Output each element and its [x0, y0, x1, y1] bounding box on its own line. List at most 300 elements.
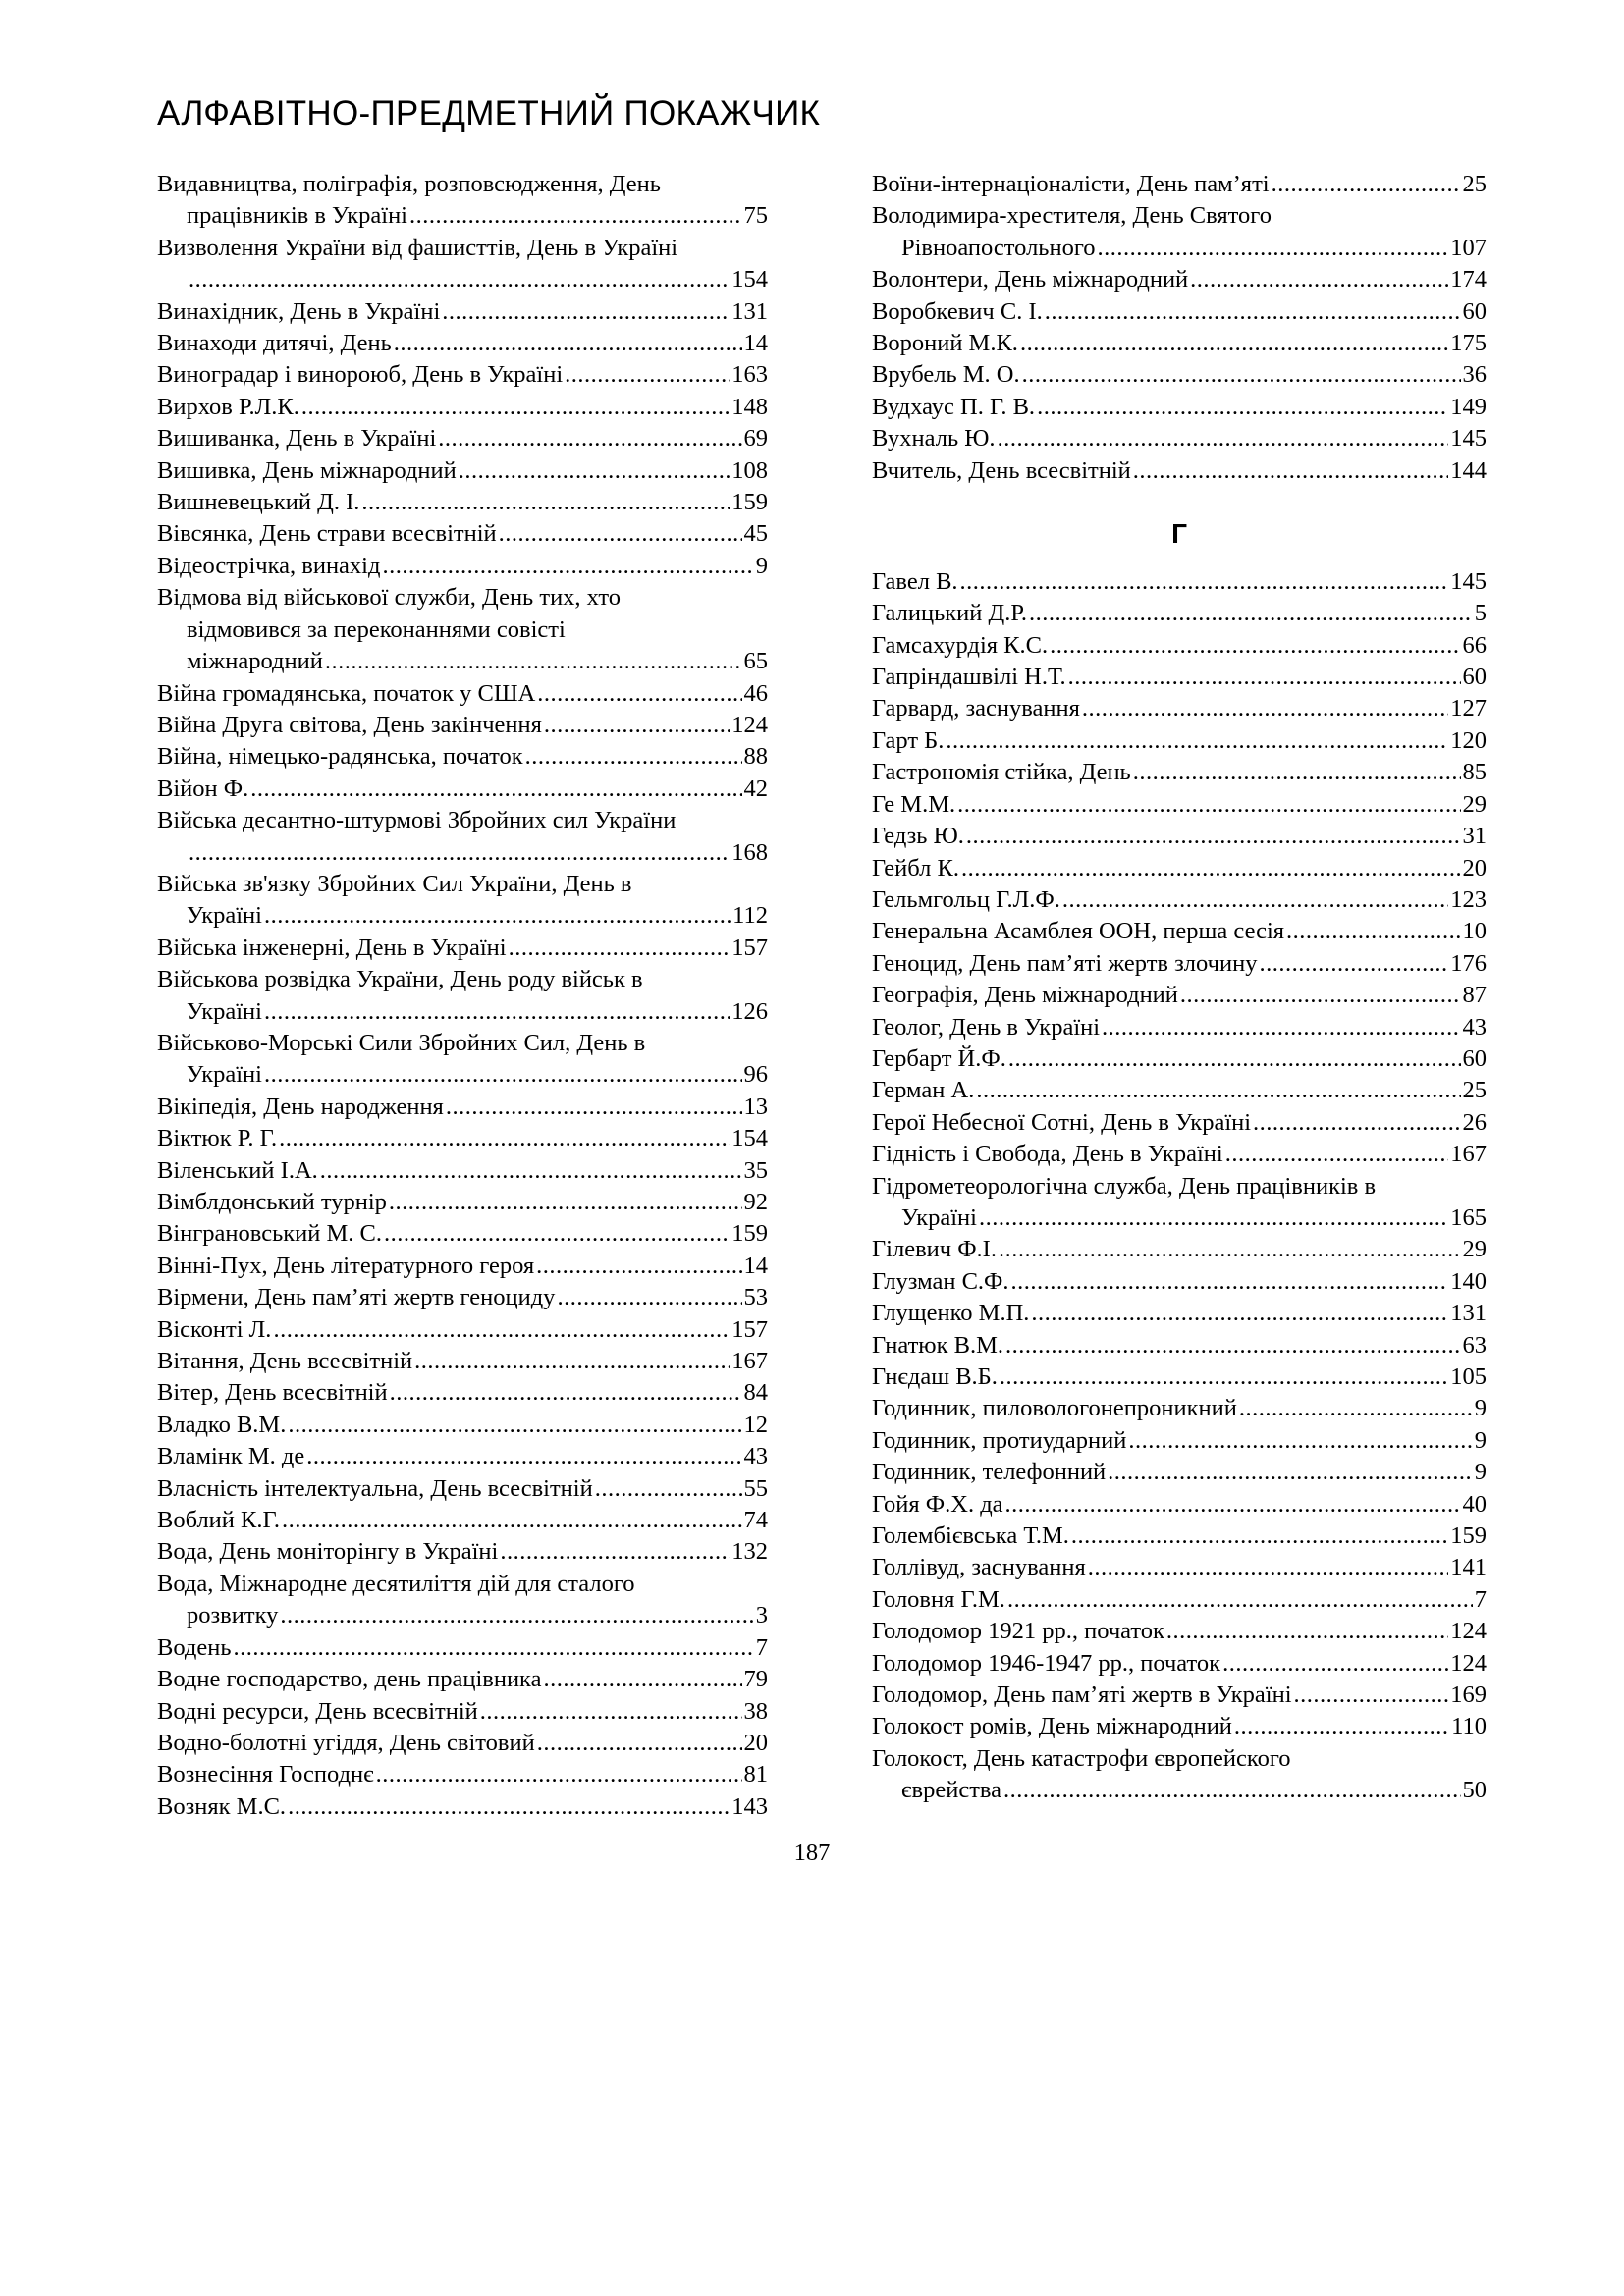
index-entry-row [872, 1425, 1487, 1457]
index-entry-term: Рівноапостольного [901, 234, 1096, 261]
dot-leader [1253, 1107, 1460, 1139]
index-entry [157, 582, 768, 677]
dot-leader [557, 1282, 741, 1313]
index-entry-page: 40 [1462, 1490, 1487, 1518]
index-entry-term: Винаходи дитячі, День [157, 330, 392, 357]
index-entry [157, 1346, 768, 1377]
index-entry-row [157, 646, 768, 677]
index-entry-term: Возняк М.С. [157, 1792, 287, 1820]
index-entry-page: 120 [1450, 726, 1487, 754]
index-entry-row [872, 662, 1487, 693]
index-entry-page: 29 [1462, 790, 1487, 818]
index-entry-row [872, 566, 1487, 598]
index-entry [157, 1251, 768, 1282]
index-entry-page: 20 [1462, 854, 1487, 881]
dot-leader [976, 1075, 1460, 1106]
index-entry-page: 9 [1474, 1395, 1487, 1422]
index-entry [872, 1266, 1487, 1298]
index-entry [872, 662, 1487, 693]
index-entry-row [157, 1791, 768, 1823]
index-entry-text: Видавництва, поліграфія, розповсюдження, День [157, 171, 661, 197]
index-entry [157, 328, 768, 359]
dot-leader [961, 853, 1461, 884]
index-entry-page: 42 [743, 774, 768, 802]
dot-leader [264, 1059, 742, 1091]
index-entry [157, 1187, 768, 1218]
index-entry [157, 1282, 768, 1313]
dot-leader [279, 1123, 730, 1154]
index-entry-term: Віленський І.А. [157, 1156, 318, 1184]
index-entry-row [157, 1377, 768, 1409]
index-entry-page: 108 [731, 456, 768, 484]
index-entry-page: 143 [731, 1792, 768, 1820]
index-entry-row [157, 933, 768, 964]
index-entry [872, 693, 1487, 724]
index-entry-page: 126 [731, 997, 768, 1025]
index-entry [157, 1314, 768, 1346]
index-entry-page: 131 [731, 297, 768, 325]
index-entry-term: Вудхаус П. Г. В. [872, 393, 1036, 420]
dot-leader [384, 1218, 730, 1250]
index-entry-page: 55 [743, 1474, 768, 1502]
index-entry-row [157, 678, 768, 710]
index-entry-row [872, 423, 1487, 454]
index-entry-row [157, 392, 768, 423]
index-entry-term: Воблий К.Г. [157, 1507, 281, 1534]
index-entry-row [157, 264, 768, 295]
index-entry-page: 46 [743, 679, 768, 707]
index-entry-text: Голокост, День катастрофи європейского [872, 1744, 1291, 1772]
index-entry-page: 3 [755, 1602, 768, 1629]
index-entry [157, 1441, 768, 1472]
page-title: АЛФАВІТНО-ПРЕДМЕТНИЙ ПОКАЖЧИК [157, 94, 821, 133]
index-entry [157, 487, 768, 518]
dot-leader [409, 200, 742, 232]
index-entry-term: Гейбл К. [872, 854, 959, 881]
index-entry [157, 1569, 768, 1632]
index-entry-term: Війон Ф. [157, 774, 249, 802]
index-entry-term: Герман А. [872, 1077, 975, 1104]
index-entry-text: Вода, Міжнародне десятиліття дій для сталого [157, 1570, 635, 1597]
index-entry-page: 79 [743, 1666, 768, 1693]
index-entry-page: 43 [1462, 1013, 1487, 1041]
index-entry [872, 1711, 1487, 1742]
index-entry-term: Геноцид, День пам’яті жертв злочину [872, 949, 1258, 977]
index-entry-row [157, 1473, 768, 1505]
index-entry-row [157, 1441, 768, 1472]
index-entry-page: 107 [1450, 234, 1487, 261]
dot-leader [1234, 1711, 1449, 1742]
index-entry-text: Відмова від військової служби, День тих, хто [157, 584, 621, 612]
index-entry-row [872, 1457, 1487, 1488]
index-entry [157, 1536, 768, 1568]
index-entry-term: Гавел В. [872, 567, 958, 595]
index-entry-row [157, 1505, 768, 1536]
dot-leader [1020, 328, 1448, 359]
dot-leader [1133, 757, 1461, 788]
dot-leader [499, 518, 742, 550]
index-entry-term: Вівсянка, День страви всесвітній [157, 520, 497, 548]
index-entry [872, 1234, 1487, 1265]
index-entry-page: 13 [743, 1093, 768, 1120]
index-entry-text: відмовився за переконаннями совісті [187, 615, 566, 643]
index-entry-page: 10 [1462, 918, 1487, 945]
dot-leader [1180, 980, 1461, 1011]
index-entry-row [157, 774, 768, 805]
dot-leader [1068, 662, 1461, 693]
index-entry-row [872, 916, 1487, 947]
dot-leader [264, 996, 730, 1028]
index-entry-row [872, 1711, 1487, 1742]
dot-leader [1294, 1680, 1449, 1711]
index-entry-row [872, 1075, 1487, 1106]
dot-leader [234, 1632, 754, 1664]
index-entry-term: Гельмгольц Г.Л.Ф. [872, 885, 1060, 913]
index-entry-page: 60 [1462, 664, 1487, 691]
index-entry-text: Військово-Морські Сили Збройних Сил, День в [157, 1029, 646, 1056]
index-entry [872, 1139, 1487, 1170]
index-entry-term: Війська інженерні, День в Україні [157, 934, 507, 961]
index-entry [157, 1505, 768, 1536]
index-entry-term: Годинник, телефонний [872, 1459, 1107, 1486]
dot-leader [325, 646, 742, 677]
index-entry-row [872, 853, 1487, 884]
index-entry-term: Війна громадянська, початок у США [157, 679, 536, 707]
index-entry-term: Війна, німецько-радянська, початок [157, 743, 523, 771]
index-entry-page: 110 [1451, 1713, 1487, 1740]
dot-leader [1225, 1139, 1449, 1170]
index-entry-term: працівників в Україні [187, 202, 407, 230]
index-entry [872, 1043, 1487, 1075]
index-entry-page: 157 [731, 934, 768, 961]
dot-leader [1128, 1425, 1472, 1457]
index-entry-text: Визволення України від фашисттів, День в Україні [157, 234, 678, 261]
index-entry-term: Владко В.М. [157, 1411, 287, 1438]
index-entry-page: 131 [1450, 1300, 1487, 1327]
dot-leader [1022, 359, 1461, 391]
index-entry-page: 159 [1450, 1522, 1487, 1550]
index-entry-term: Вишивка, День міжнародний [157, 456, 457, 484]
dot-leader [1005, 1330, 1461, 1362]
dot-leader [1102, 1012, 1460, 1043]
index-entry-term: Вірмени, День пам’яті жертв геноциду [157, 1284, 556, 1311]
index-entry [157, 1632, 768, 1664]
index-entry-page: 145 [1450, 425, 1487, 453]
index-entry-row [157, 1346, 768, 1377]
index-entry-term: Виноградар і винороюб, День в Україні [157, 361, 564, 389]
index-entry-term: Глущенко М.П. [872, 1300, 1030, 1327]
index-entry [157, 1473, 768, 1505]
index-entry-page: 123 [1450, 885, 1487, 913]
dot-leader [459, 455, 730, 487]
dot-leader [189, 837, 730, 869]
index-entry-text: Гідрометеорологічна служба, День працівників в [872, 1172, 1377, 1200]
index-entry-term: Вирхов Р.Л.К. [157, 393, 299, 420]
index-entry-page: 45 [743, 520, 768, 548]
dot-leader [446, 1092, 742, 1123]
index-entry [157, 455, 768, 487]
index-entry [157, 518, 768, 550]
index-entry [872, 789, 1487, 821]
index-entry [872, 980, 1487, 1011]
index-entry-row [157, 1728, 768, 1759]
index-entry [872, 1171, 1487, 1235]
dot-leader [1000, 1362, 1448, 1393]
index-entry [872, 1107, 1487, 1139]
index-entry-page: 174 [1450, 266, 1487, 294]
index-entry-term: Гілевич Ф.І. [872, 1236, 997, 1263]
index-entry [157, 678, 768, 710]
index-entry-row [872, 1234, 1487, 1265]
dot-leader [1045, 296, 1461, 328]
dot-leader [946, 725, 1448, 757]
index-entry-row [157, 1632, 768, 1664]
index-entry-row [872, 264, 1487, 295]
index-entry-term: Вишиванка, День в Україні [157, 425, 437, 453]
index-entry [157, 1759, 768, 1790]
dot-leader [1239, 1393, 1473, 1424]
index-entry-term: Гамсахурдія К.С. [872, 631, 1049, 659]
dot-leader [320, 1155, 742, 1187]
index-entry-row [872, 455, 1487, 487]
index-entry-page: 38 [743, 1697, 768, 1725]
index-entry-term: Годинник, пиловологонепроникний [872, 1395, 1237, 1422]
index-entry-row [872, 1648, 1487, 1680]
index-entry [872, 200, 1487, 264]
index-entry [872, 884, 1487, 916]
index-entry-term: Голлівуд, заснування [872, 1554, 1086, 1581]
index-entry [872, 1298, 1487, 1329]
index-entry-term: Голодомор 1946-1947 рр., початок [872, 1649, 1221, 1677]
index-entry-page: 43 [743, 1443, 768, 1470]
index-entry-row [157, 1759, 768, 1790]
dot-leader [264, 900, 731, 932]
index-entry [157, 233, 768, 296]
dot-leader [1037, 392, 1448, 423]
index-entry [872, 264, 1487, 295]
index-entry-page: 9 [755, 552, 768, 579]
index-entry-row [157, 455, 768, 487]
dot-leader [543, 1664, 741, 1695]
index-entry-row [872, 1521, 1487, 1552]
index-entry-term: Воробкевич С. І. [872, 297, 1043, 325]
index-entry-row [872, 1043, 1487, 1075]
index-entry [157, 392, 768, 423]
index-entry-row [872, 1139, 1487, 1170]
index-entry-term: Вітання, День всесвітній [157, 1348, 413, 1375]
index-entry-term: Вишневецький Д. І. [157, 489, 360, 516]
index-entry-page: 53 [743, 1284, 768, 1311]
index-entry-page: 124 [1450, 1618, 1487, 1645]
dot-leader [1050, 630, 1460, 662]
index-entry-term: Герої Небесної Сотні, День в Україні [872, 1108, 1252, 1136]
index-entry-row [157, 1059, 768, 1091]
index-entry-row [157, 1251, 768, 1282]
index-entry-row [157, 518, 768, 550]
index-entry [872, 1012, 1487, 1043]
index-entry [157, 1092, 768, 1123]
index-entry [157, 933, 768, 964]
index-entry [872, 1330, 1487, 1362]
index-entry-page: 25 [1462, 1077, 1487, 1104]
index-entry [872, 916, 1487, 947]
index-entry-term: Війна Друга світова, День закінчення [157, 711, 542, 738]
index-entry-row [872, 359, 1487, 391]
dot-leader [288, 1791, 730, 1823]
index-entry-row [872, 693, 1487, 724]
index-entry-row [872, 821, 1487, 852]
index-entry-row [872, 1489, 1487, 1521]
index-entry [157, 869, 768, 933]
index-entry-page: 168 [731, 838, 768, 866]
index-section-v [872, 169, 1487, 487]
index-entry-page: 127 [1450, 695, 1487, 722]
index-entry [157, 1028, 768, 1092]
index-entry-row [872, 598, 1487, 629]
dot-leader [1190, 264, 1448, 295]
index-entry-row [157, 1314, 768, 1346]
dot-leader [189, 264, 730, 295]
dot-leader [390, 1377, 742, 1409]
index-entry-row [157, 1282, 768, 1313]
index-entry-text: Військова розвідка України, День роду військ в [157, 966, 643, 993]
index-entry-row [872, 980, 1487, 1011]
dot-leader [1011, 1266, 1449, 1298]
index-entry-term: Глузман С.Ф. [872, 1267, 1009, 1295]
index-entry-row [872, 789, 1487, 821]
index-column-left [157, 169, 768, 1823]
dot-leader [537, 678, 741, 710]
index-entry-row [872, 1393, 1487, 1424]
index-entry-page: 176 [1450, 949, 1487, 977]
index-entry-row [157, 1664, 768, 1695]
index-entry-page: 25 [1462, 171, 1487, 197]
dot-leader [998, 423, 1449, 454]
index-entry [157, 1123, 768, 1154]
index-entry [872, 359, 1487, 391]
index-entry-term: Голодомор 1921 рр., початок [872, 1618, 1164, 1645]
index-entry-term: Вухналь Ю. [872, 425, 996, 453]
dot-leader [480, 1696, 742, 1728]
index-entry-row [872, 169, 1487, 200]
index-entry-term: Вітер, День всесвітній [157, 1379, 388, 1407]
index-entry [157, 1155, 768, 1187]
index-entry-term: Україні [187, 997, 262, 1025]
index-entry [872, 169, 1487, 200]
index-entry-term: Україні [901, 1203, 977, 1231]
dot-leader [500, 1536, 730, 1568]
dot-leader [1222, 1648, 1448, 1680]
index-entry [872, 948, 1487, 980]
dot-leader [509, 933, 731, 964]
index-entry [872, 328, 1487, 359]
dot-leader [544, 710, 730, 741]
index-entry-term: Гойя Ф.Х. да [872, 1490, 1003, 1518]
index-entry-row [872, 1616, 1487, 1647]
index-entry-row [157, 837, 768, 869]
index-entry [872, 1552, 1487, 1583]
index-entry-term: Водне господарство, день працівника [157, 1666, 542, 1693]
section-spacer [872, 487, 1487, 518]
index-entry-row [872, 630, 1487, 662]
index-entry [157, 805, 768, 869]
index-entry [872, 725, 1487, 757]
dot-leader [288, 1410, 741, 1441]
dot-leader [957, 789, 1460, 821]
index-entry-row [157, 1155, 768, 1187]
index-entry-page: 169 [1450, 1682, 1487, 1709]
index-entry [157, 1410, 768, 1441]
dot-leader [1286, 916, 1460, 947]
dot-leader [1166, 1616, 1448, 1647]
index-entry-term: Водень [157, 1633, 232, 1661]
index-entry-page: 7 [1474, 1585, 1487, 1613]
index-entry [157, 1664, 768, 1695]
index-entry-term: Віктюк Р. Г. [157, 1125, 278, 1152]
index-entry-term: Генеральна Асамблея ООН, перша сесія [872, 918, 1285, 945]
index-entry-row [157, 1600, 768, 1631]
index-entry-page: 63 [1462, 1331, 1487, 1359]
index-column-right [872, 169, 1487, 1807]
dot-leader [394, 328, 742, 359]
index-entry-row [872, 1362, 1487, 1393]
index-entry-term: Головня Г.М. [872, 1585, 1005, 1613]
index-entry-term: розвитку [187, 1602, 279, 1629]
index-entry-row [872, 1552, 1487, 1583]
index-entry-page: 84 [743, 1379, 768, 1407]
index-entry [157, 423, 768, 454]
index-entry-page: 163 [731, 361, 768, 389]
index-entry [872, 1584, 1487, 1616]
index-entry-term: Годинник, протиударний [872, 1426, 1127, 1454]
index-entry-row [157, 296, 768, 328]
dot-leader [301, 392, 730, 423]
index-entry [872, 1521, 1487, 1552]
index-entry-page: 112 [732, 902, 768, 930]
index-entry-page: 88 [743, 743, 768, 771]
index-entry-row [157, 710, 768, 741]
index-entry-term: Гарт Б. [872, 726, 945, 754]
index-entry [872, 392, 1487, 423]
index-entry-page: 87 [1462, 982, 1487, 1009]
index-entry-row [157, 1218, 768, 1250]
index-entry-page: 9 [1474, 1426, 1487, 1454]
dot-leader [1108, 1457, 1473, 1488]
dot-leader [273, 1314, 730, 1346]
dot-leader [1007, 1584, 1473, 1616]
index-entry-row [157, 1696, 768, 1728]
index-entry-page: 154 [731, 266, 768, 294]
index-entry [157, 741, 768, 773]
index-entry [872, 821, 1487, 852]
index-entry [157, 710, 768, 741]
dot-leader [537, 1728, 742, 1759]
index-entry-page: 35 [743, 1156, 768, 1184]
index-entry-row [157, 487, 768, 518]
index-entry-text: Війська десантно-штурмові Збройних сил України [157, 807, 677, 834]
index-entry-term: Ге М.М. [872, 790, 956, 818]
index-entry-page: 69 [743, 425, 768, 453]
section-spacer-small [872, 551, 1487, 566]
dot-leader [1031, 1298, 1448, 1329]
index-entry-row [872, 296, 1487, 328]
index-entry [872, 853, 1487, 884]
index-entry-page: 124 [1450, 1649, 1487, 1677]
index-entry [872, 757, 1487, 788]
index-entry [157, 169, 768, 233]
index-entry-row [157, 1092, 768, 1123]
index-entry-page: 36 [1462, 361, 1487, 389]
